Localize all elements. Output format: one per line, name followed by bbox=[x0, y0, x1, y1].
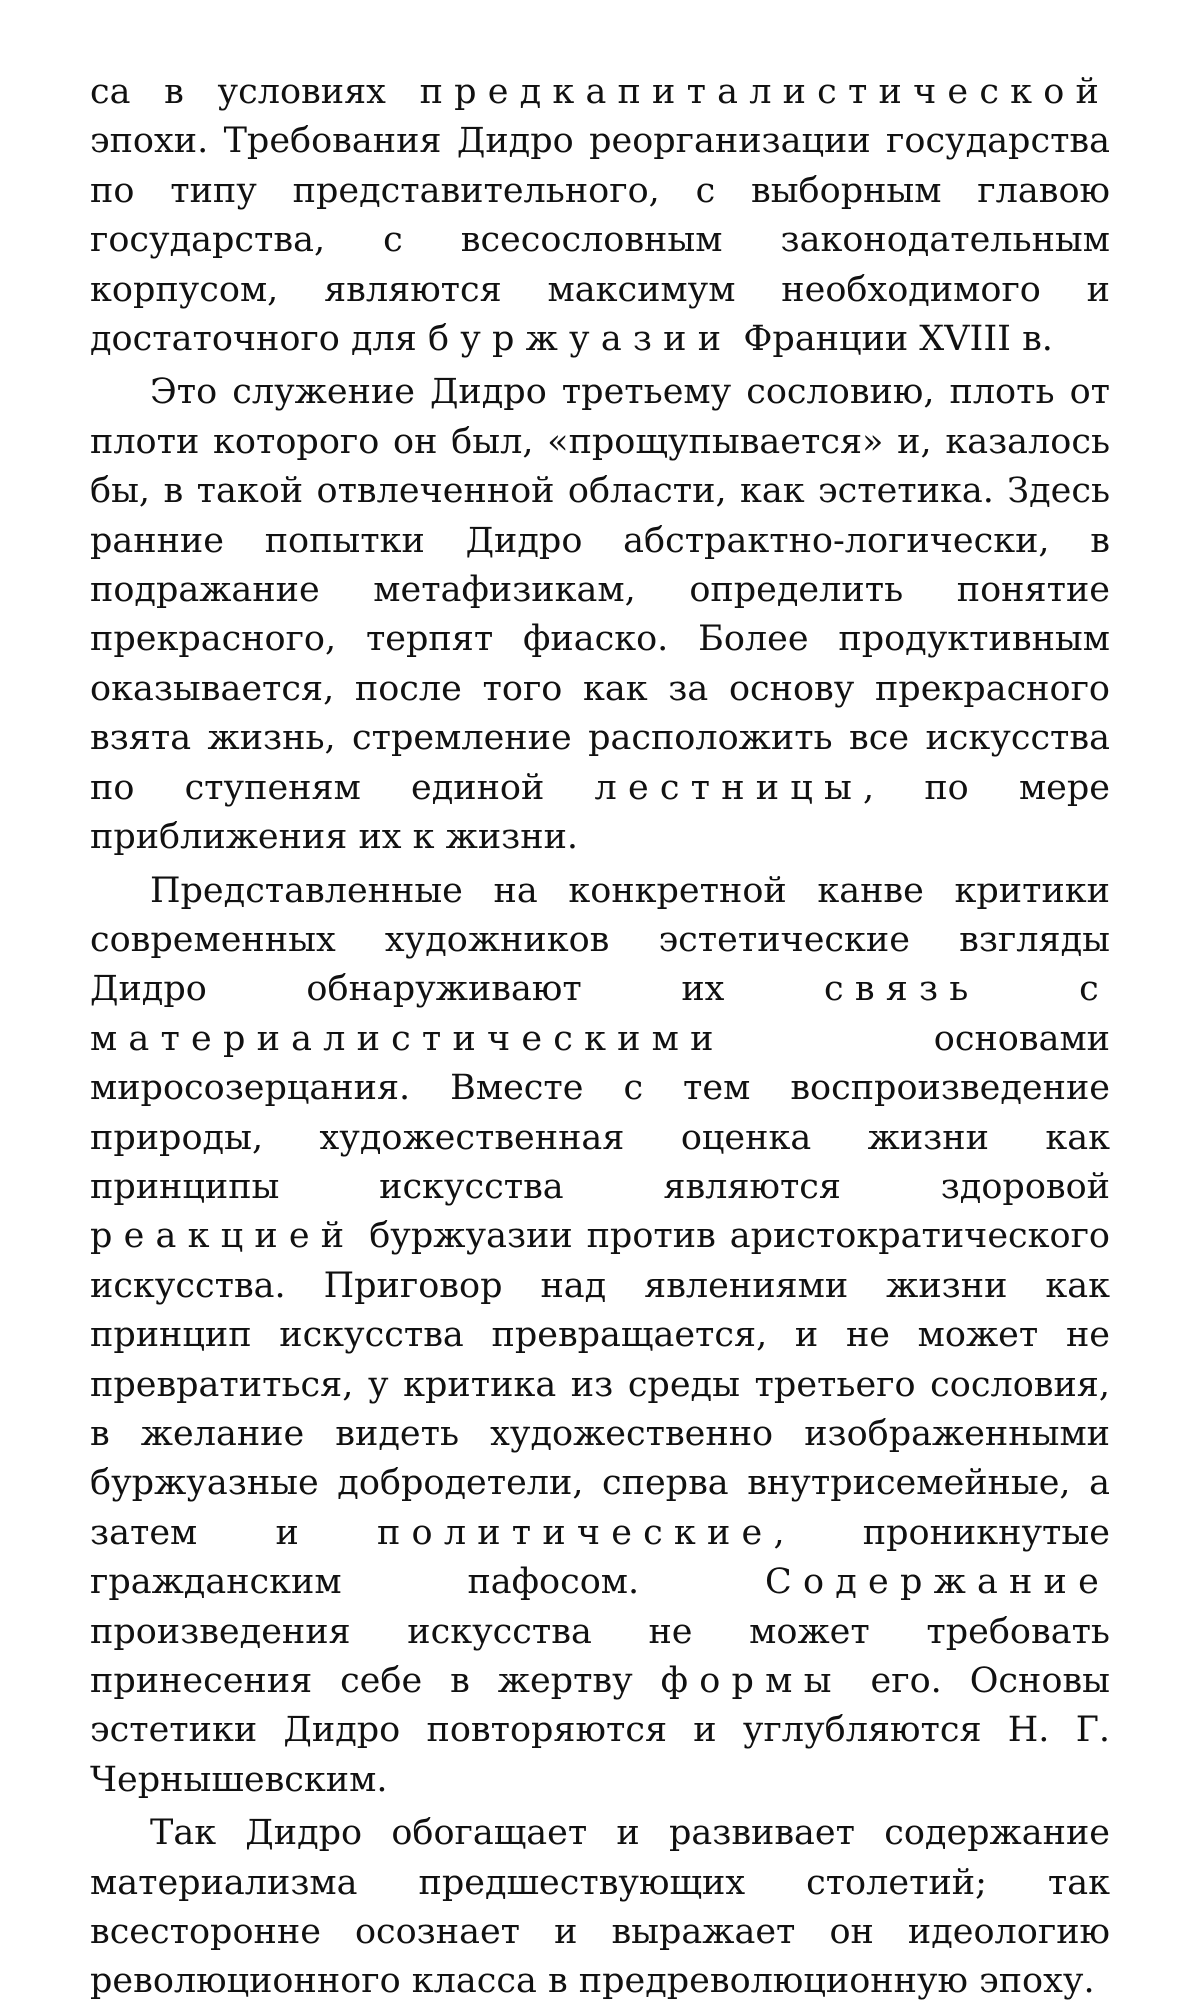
text-run: эпохи. Требования Дидро реорганизации государства по типу представительного, с выборным главою государства, с всесословным законодательным корпусом, являются максимум необходимого и достаточного для bbox=[90, 121, 1110, 360]
text-run: , проникнутые гражданским пафосом. bbox=[90, 1512, 1110, 1603]
emphasized-text-run: материалистическими bbox=[90, 1018, 725, 1059]
text-run bbox=[980, 969, 1080, 1009]
text-run: Представленные на конкретной канве критики современных художников эстетические взгляды Дидро обнаруживают их bbox=[90, 870, 1110, 1010]
emphasized-text-run: Содержание bbox=[765, 1562, 1110, 1603]
emphasized-text-run: предкапиталистической bbox=[419, 72, 1110, 112]
emphasized-text-run: лестницы bbox=[594, 767, 864, 808]
text-run: произведения искусства не может требовать принесения себе в жертву bbox=[90, 1611, 1110, 1701]
emphasized-text-run: с bbox=[1079, 969, 1110, 1010]
text-run: Франции XVIII в. bbox=[732, 319, 1053, 360]
text-run: буржуазии против аристократического искусства. Приговор над явлениями жизни как принцип искусства превращается, и не может не превратиться, у критика из среды третьего сословия, в желание видеть художественно изображенными буржуазные добродетели, сперва внутрисемейные, а затем и bbox=[90, 1216, 1110, 1553]
text-run: са в условиях bbox=[90, 72, 420, 112]
text-run: его. Основы эстетики Дидро повторяются и углубляются Н. Г. Чернышевским. bbox=[90, 1661, 1110, 1800]
emphasized-text-run: связь bbox=[824, 969, 980, 1010]
text-run: Так Дидро обогащает и развивает содержание материализма предшествующих столетий; так всесторонне осознает и выражает он идеологию революционного класса в предреволюционную эпоху. bbox=[90, 1813, 1110, 2002]
document-page bbox=[90, 68, 1110, 2007]
text-run: Это служение Дидро третьему сословию, плоть от плоти которого он был, «прощупывается» и, казалось бы, в такой отвлеченной области, как эстетика. Здесь ранние попытки Дидро абстрактно-логически, в подражание метафизикам, определить понятие прекрасного, терпят фиаско. Более продуктивным оказывается, после того как за основу прекрасного взята жизнь, стремление расположить все искусства по ступеням единой bbox=[90, 372, 1110, 808]
paragraph bbox=[90, 368, 1110, 862]
emphasized-text-run: формы bbox=[660, 1661, 843, 1701]
text-run: основами миросозерцания. Вместе с тем воспроизведение природы, художественная оценка жизни как принципы искусства являются здоровой bbox=[90, 1018, 1110, 1207]
paragraph bbox=[90, 867, 1110, 1806]
emphasized-text-run: буржуазии bbox=[427, 319, 733, 360]
emphasized-text-run: реакцией bbox=[90, 1216, 356, 1257]
paragraph bbox=[90, 1809, 1110, 2007]
paragraph bbox=[90, 68, 1110, 364]
emphasized-text-run: политические bbox=[377, 1512, 774, 1553]
text-run: , по мере приближения их к жизни. bbox=[90, 767, 1110, 858]
